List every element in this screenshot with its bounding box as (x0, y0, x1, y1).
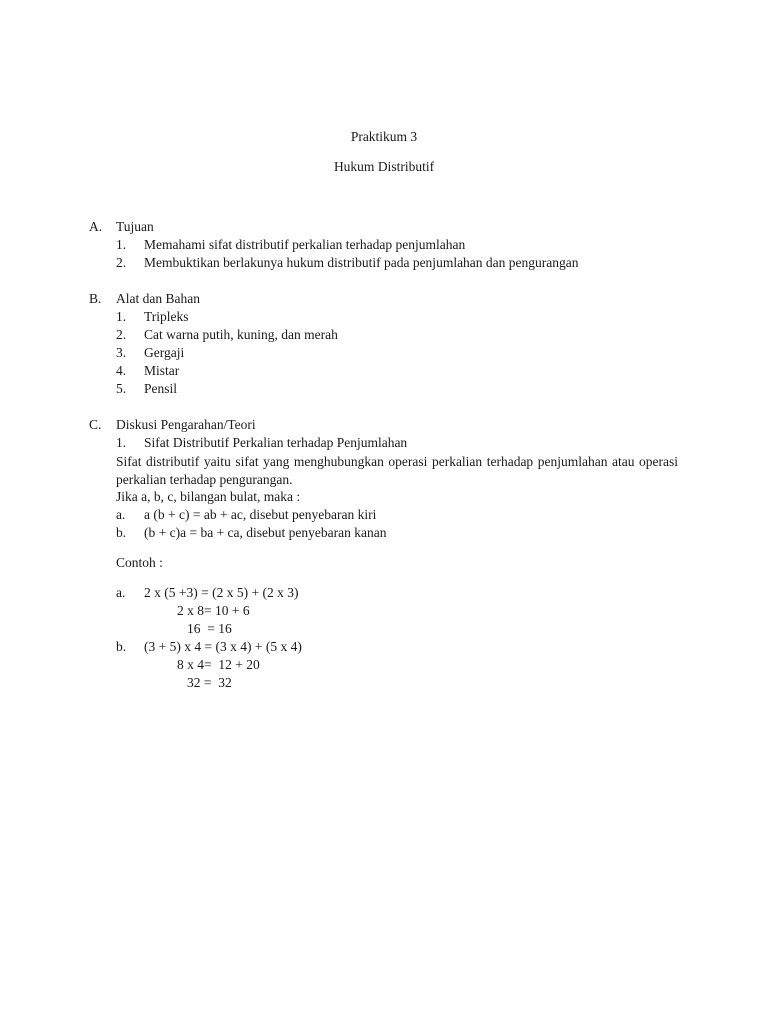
list-item-number: 2. (116, 255, 127, 270)
theory-intro: Jika a, b, c, bilangan bulat, maka : (116, 489, 301, 504)
list-item: Tripleks (144, 309, 189, 324)
list-item-number: 1. (116, 237, 127, 252)
list-item-number: 3. (116, 345, 127, 360)
example-line: (3 + 5) x 4 = (3 x 4) + (5 x 4) (144, 639, 302, 654)
section-heading-diskusi: Diskusi Pengarahan/Teori (116, 417, 256, 432)
list-item: Pensil (144, 381, 178, 396)
example-label: Contoh : (116, 555, 163, 570)
rule-letter: a. (116, 507, 126, 522)
list-item-number: 1. (116, 309, 127, 324)
section-heading-tujuan: Tujuan (116, 219, 154, 234)
list-item: Mistar (144, 363, 180, 378)
list-item: Cat warna putih, kuning, dan merah (144, 327, 338, 342)
example-line: 32 = 32 (187, 675, 232, 690)
page-title: Praktikum 3 (350, 129, 418, 144)
section-letter-a: A. (89, 219, 103, 234)
example-line: 8 x 4= 12 + 20 (177, 657, 260, 672)
page-subtitle: Hukum Distributif (333, 159, 435, 174)
rule-letter: b. (116, 525, 127, 540)
section-letter-b: B. (89, 291, 102, 306)
section-letter-c: C. (89, 417, 102, 432)
subitem-number: 1. (116, 435, 127, 450)
rule-item: (b + c)a = ba + ca, disebut penyebaran kanan (144, 525, 387, 540)
list-item: Gergaji (144, 345, 185, 360)
list-item-number: 2. (116, 327, 127, 342)
list-item: Membuktikan berlakunya hukum distributif pada penjumlahan dan pengurangan (144, 255, 579, 270)
subitem-heading: Sifat Distributif Perkalian terhadap Penjumlahan (144, 435, 408, 450)
section-heading-alat-dan-bahan: Alat dan Bahan (116, 291, 200, 306)
rule-item: a (b + c) = ab + ac, disebut penyebaran kiri (144, 507, 377, 522)
example-letter: a. (116, 585, 126, 600)
example-line: 2 x (5 +3) = (2 x 5) + (2 x 3) (144, 585, 299, 600)
example-line: 2 x 8= 10 + 6 (177, 603, 250, 618)
list-item-number: 5. (116, 381, 127, 396)
example-line: 16 = 16 (187, 621, 232, 636)
example-letter: b. (116, 639, 127, 654)
list-item-number: 4. (116, 363, 127, 378)
list-item: Memahami sifat distributif perkalian terhadap penjumlahan (144, 237, 466, 252)
theory-paragraph: Sifat distributif yaitu sifat yang menghubungkan operasi perkalian terhadap penjumlahan atau operasi perkalian terhadap pengurangan. (116, 454, 678, 487)
